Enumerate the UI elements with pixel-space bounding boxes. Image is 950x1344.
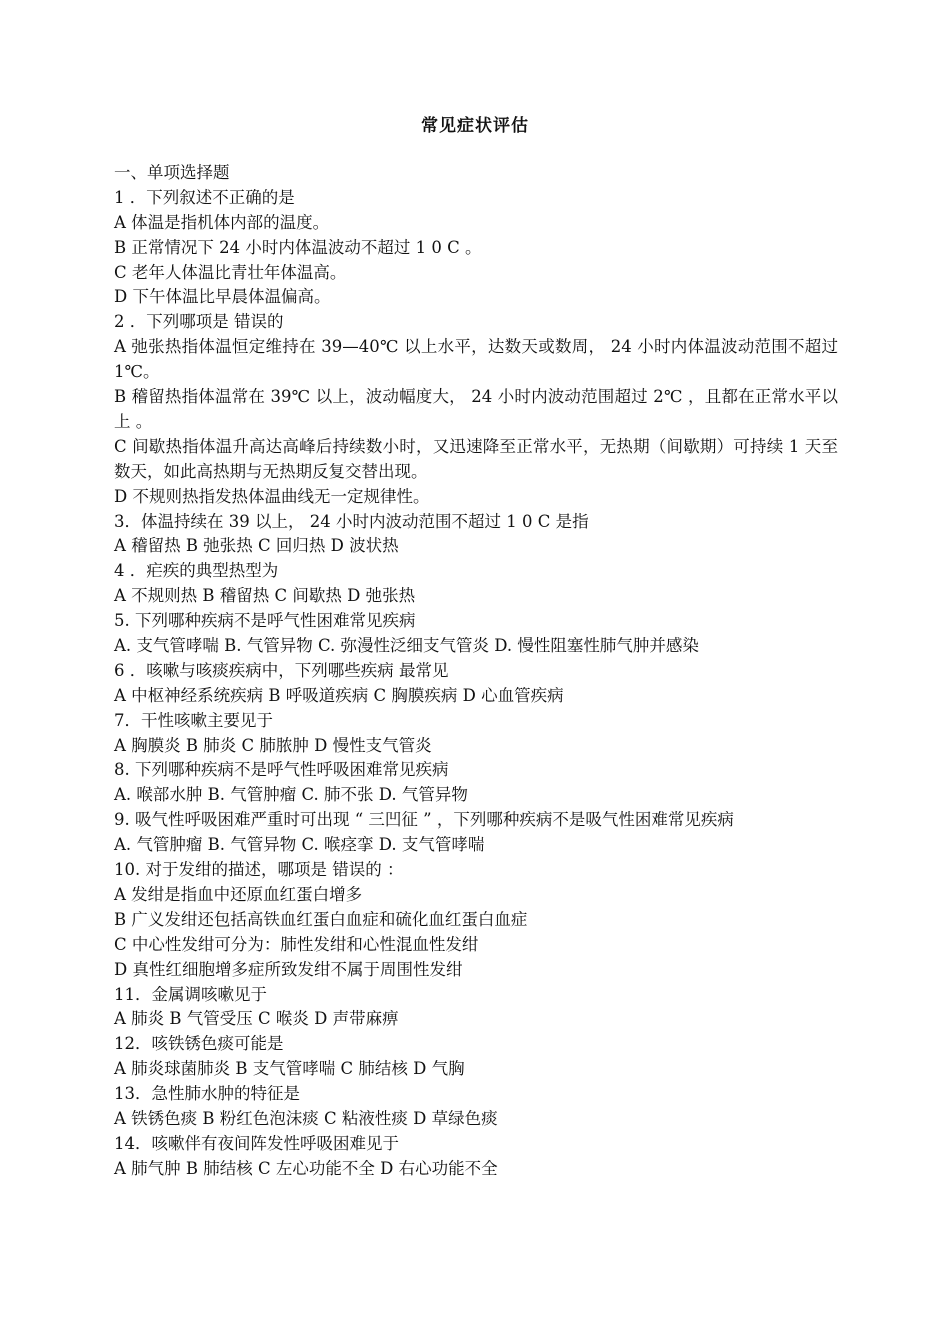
question-9-options: A. 气管肿瘤 B. 气管异物 C. 喉痉挛 D. 支气管哮喘 <box>114 835 485 855</box>
question-3: 3．体温持续在 39 以上， 24 小时内波动范围不超过 1 0 C 是指 <box>114 511 589 531</box>
question-10-option-a: A 发绀是指血中还原血红蛋白增多 <box>114 884 363 904</box>
question-2-option-b: B 稽留热指体温常在 39℃ 以上，波动幅度大， 24 小时内波动范围超过 2℃ ，且都在正常水平以上 。 <box>114 387 838 431</box>
question-8: 8. 下列哪种疾病不是呼气性呼吸困难常见疾病 <box>114 760 449 780</box>
question-13-options: A 铁锈色痰 B 粉红色泡沫痰 C 粘液性痰 D 草绿色痰 <box>114 1108 498 1128</box>
page-title: 常见症状评估 <box>421 116 529 136</box>
question-7: 7．干性咳嗽主要见于 <box>114 710 273 730</box>
section-heading: 一、单项选择题 <box>114 163 230 182</box>
question-10-option-c: C 中心性发绀可分为：肺性发绀和心性混血性发绀 <box>114 934 479 954</box>
question-14: 14．咳嗽伴有夜间阵发性呼吸困难见于 <box>114 1133 399 1153</box>
question-8-options: A. 喉部水肿 B. 气管肿瘤 C. 肺不张 D. 气管异物 <box>114 785 468 805</box>
question-12: 12．咳铁锈色痰可能是 <box>114 1034 284 1054</box>
question-10-option-d: D 真性红细胞增多症所致发绀不属于周围性发绀 <box>114 959 463 979</box>
question-1-option-a: A 体温是指机体内部的温度。 <box>114 212 330 232</box>
question-14-options: A 肺气肿 B 肺结核 C 左心功能不全 D 右心功能不全 <box>114 1158 498 1178</box>
question-13: 13．急性肺水肿的特征是 <box>114 1084 300 1104</box>
question-1-option-d: D 下午体温比早晨体温偏高。 <box>114 287 331 307</box>
question-2-option-a: A 弛张热指体温恒定维持在 39—40℃ 以上水平，达数天或数周， 24 小时内体温波动范围不超过 1℃。 <box>114 337 838 382</box>
question-2: 2 ．下列哪项是 错误的 <box>114 312 284 332</box>
question-5: 5. 下列哪种疾病不是呼气性困难常见疾病 <box>114 611 416 631</box>
question-6: 6 ．咳嗽与咳痰疾病中，下列哪些疾病 最常见 <box>114 660 449 680</box>
question-10: 10. 对于发绀的描述，哪项是 错误的 ： <box>114 860 404 880</box>
question-11: 11．金属调咳嗽见于 <box>114 984 267 1004</box>
question-5-options: A. 支气管哮喘 B. 气管异物 C. 弥漫性泛细支气管炎 D. 慢性阻塞性肺气肿并感染 <box>114 636 699 656</box>
question-12-options: A 肺炎球菌肺炎 B 支气管哮喘 C 肺结核 D 气胸 <box>114 1059 465 1079</box>
question-9: 9. 吸气性呼吸困难严重时可出现 “ 三凹征 ” ，下列哪种疾病不是吸气性困难常见疾病 <box>114 810 734 830</box>
question-2-option-d: D 不规则热指发热体温曲线无一定规律性。 <box>114 486 430 506</box>
question-list <box>114 161 838 1182</box>
question-7-options: A 胸膜炎 B 肺炎 C 肺脓肿 D 慢性支气管炎 <box>114 735 432 755</box>
question-4: 4 ．疟疾的典型热型为 <box>114 561 279 581</box>
question-1: 1 ．下列叙述不正确的是 <box>114 187 295 207</box>
question-4-options: A 不规则热 B 稽留热 C 间歇热 D 弛张热 <box>114 586 416 606</box>
question-6-options: A 中枢神经系统疾病 B 呼吸道疾病 C 胸膜疾病 D 心血管疾病 <box>114 685 564 705</box>
question-3-options: A 稽留热 B 弛张热 C 回归热 D 波状热 <box>114 536 399 556</box>
question-1-option-c: C 老年人体温比青壮年体温高。 <box>114 262 347 282</box>
question-2-option-c: C 间歇热指体温升高达高峰后持续数小时，又迅速降至正常水平，无热期（间歇期）可持续 1 天至数天，如此高热期与无热期反复交替出现。 <box>114 436 838 481</box>
question-10-option-b: B 广义发绀还包括高铁血红蛋白血症和硫化血红蛋白血症 <box>114 909 528 929</box>
question-11-options: A 肺炎 B 气管受压 C 喉炎 D 声带麻痹 <box>114 1009 399 1029</box>
question-1-option-b: B 正常情况下 24 小时内体温波动不超过 1 0 C 。 <box>114 237 482 257</box>
